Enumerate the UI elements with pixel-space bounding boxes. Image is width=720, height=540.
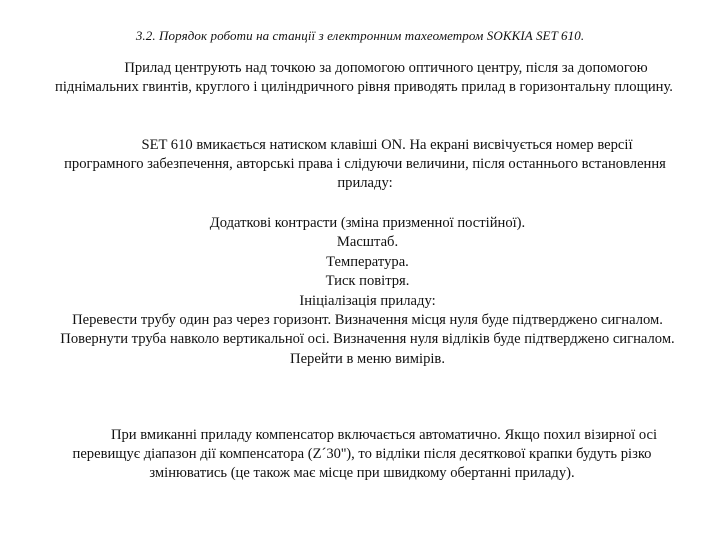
list-item: Повернути труба навколо вертикальної осі. Визначення нуля відліків буде підтверджено сигналом. [60, 331, 675, 348]
list-item: Перевести трубу один раз через горизонт. Визначення місця нуля буде підтверджено сигналом. [72, 312, 663, 329]
section-title: 3.2. Порядок роботи на станції з електронним тахеометром SOKKIA SET 610. [135, 28, 585, 43]
list-item: Температура. [326, 253, 409, 270]
list-item: Ініціалізація приладу: [299, 292, 436, 309]
paragraph-power-on-text: SET 610 вмикається натиском клавіші ON. На екрані висвічується номер версії програмного забезпечення, авторські права і слідуючи величини, після останнього встановлення приладу: [64, 137, 666, 191]
paragraph-compensator-text: При вмиканні приладу компенсатор включається автоматично. Якщо похил візирної осі перевищує діапазон дії компенсатора (Z´30''), то відліки після десяткової крапки будуть різко змінюватись (це також має місце при швидкому обертанні приладу). [72, 427, 658, 481]
list-item: Додаткові контрасти (зміна призменної постійної). [209, 215, 526, 231]
paragraph-power-on [60, 136, 670, 193]
paragraph-compensator [32, 426, 692, 483]
settings-list [40, 214, 695, 369]
list-item: Перейти в меню вимірів. [290, 350, 445, 367]
list-item: Масштаб. [336, 234, 399, 251]
paragraph-centering-text: Прилад центрують над точкою за допомогою оптичного центру, після за допомогою піднімальних гвинтів, круглого і циліндричного рівня приводять прилад в горизонтальну площину. [55, 60, 673, 95]
paragraph-centering [40, 59, 688, 97]
list-item: Тиск повітря. [325, 273, 410, 290]
